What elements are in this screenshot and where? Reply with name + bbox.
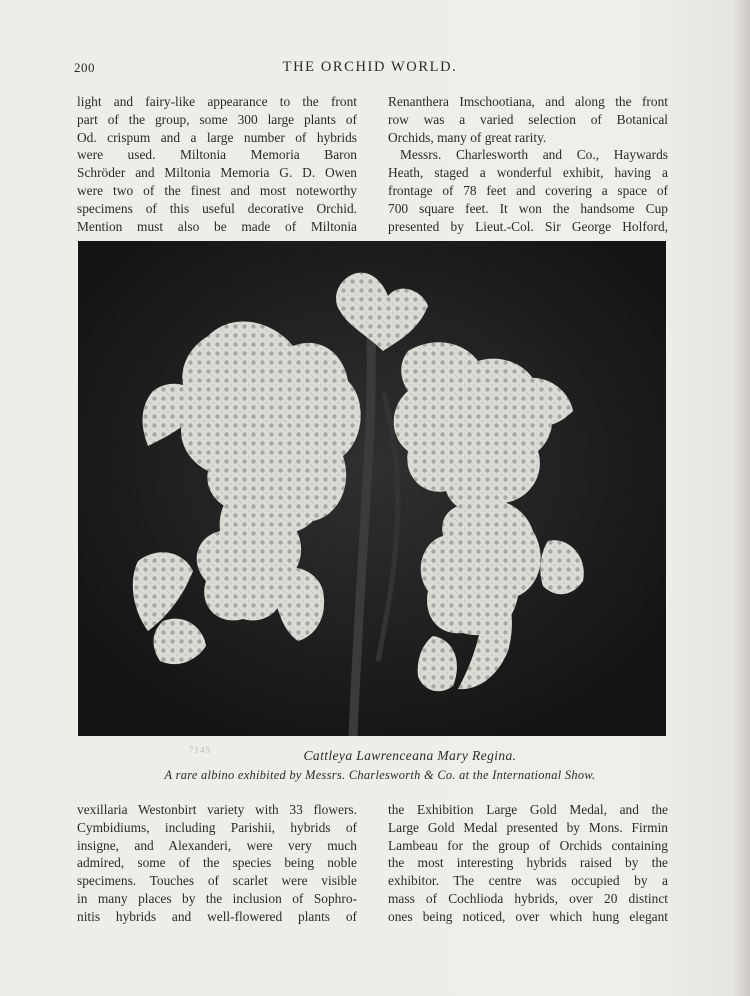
text-line: Messrs. Charlesworth and Co., Haywards [400, 147, 668, 163]
top-right-column [388, 93, 668, 235]
bottom-right-column [388, 801, 668, 926]
bottom-left-column [77, 801, 357, 926]
plate-mark: 7145 [189, 745, 211, 755]
text-line: presented by Lieut.-Col. Sir George Holford, [388, 218, 668, 234]
text-line: Lambeau for the group of Orchids containing [388, 837, 668, 853]
text-line: Od. crispum and a large number of hybrids [77, 129, 357, 145]
text-line: light and fairy-like appearance to the front [77, 94, 357, 109]
figure-caption-subtitle: A rare albino exhibited by Messrs. Charlesworth & Co. at the International Show. [164, 768, 596, 782]
orchid-photograph [78, 241, 666, 736]
running-title: THE ORCHID WORLD. [282, 59, 458, 75]
text-line: admired, some of the species being noble [77, 855, 357, 871]
text-line: Orchids, many of great rarity. [388, 129, 547, 145]
text-line: specimens of this useful decorative Orchid. [77, 200, 357, 216]
text-line: in many places by the inclusion of Sophro- [77, 890, 357, 906]
figure-caption-title: Cattleya Lawrenceana Mary Regina. [303, 748, 517, 763]
text-line: Cymbidiums, including Parishii, hybrids of [77, 819, 357, 835]
orchid-flowers-illustration [78, 241, 666, 736]
text-line: the most interesting hybrids raised by the [388, 855, 668, 871]
page-gutter-shadow [732, 0, 750, 996]
text-line: Schröder and Miltonia Memoria G. D. Owen [77, 165, 357, 181]
text-line: were used. Miltonia Memoria Baron [77, 147, 357, 163]
text-line: insigne, and Alexanderi, were very much [77, 837, 357, 853]
text-line: nitis hybrids and well-flowered plants of [77, 908, 357, 924]
text-line: exhibitor. The centre was occupied by a [388, 873, 668, 889]
text-line: vexillaria Westonbirt variety with 33 flowers. [77, 802, 357, 817]
text-line: specimens. Touches of scarlet were visible [77, 873, 357, 889]
text-line: row was a varied selection of Botanical [388, 111, 668, 127]
text-line: Heath, staged a wonderful exhibit, having a [388, 165, 668, 181]
text-line: ones being noticed, over which hung elegant [388, 908, 668, 924]
text-line: 700 square feet. It won the handsome Cup [388, 200, 668, 216]
text-line: frontage of 78 feet and covering a space of [388, 182, 668, 198]
text-line: Large Gold Medal presented by Mons. Firmin [388, 819, 668, 835]
text-line: part of the group, some 300 large plants of [77, 111, 357, 127]
page-number: 200 [74, 60, 95, 75]
text-line: the Exhibition Large Gold Medal, and the [388, 802, 668, 817]
top-left-column [77, 93, 357, 235]
text-line: were two of the finest and most noteworthy [77, 182, 357, 198]
text-line: Mention must also be made of Miltonia [77, 218, 357, 234]
text-line: Renanthera Imschootiana, and along the front [388, 94, 668, 109]
text-line: mass of Cochlioda hybrids, over 20 distinct [388, 890, 668, 906]
